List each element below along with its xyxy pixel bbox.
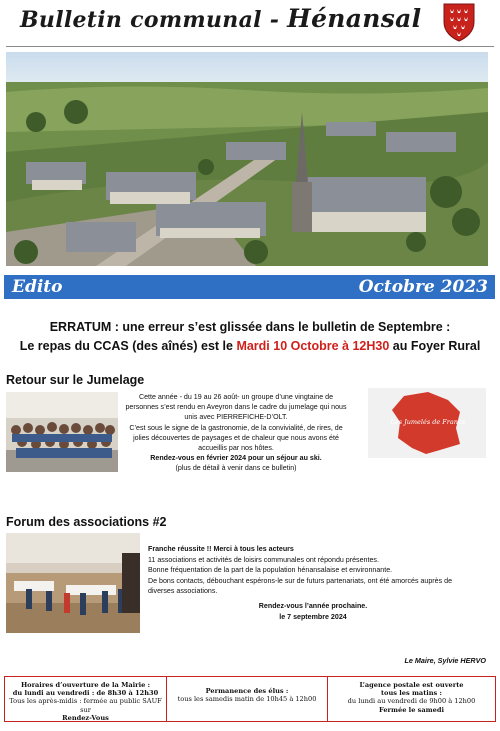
jumelage-p1: Cette année - du 19 au 26 août- un groupe d’une vingtaine de personnes s’est rendu en Aveyron dans le cadre du jumelage qui nous unis avec PIERREFICHE-D’OLT. (125, 393, 347, 422)
mairie-hours-box (4, 676, 167, 722)
jumelage-p4: (plus de détail à venir dans ce bulletin) (175, 464, 297, 473)
erratum-date-highlight: Mardi 10 Octobre à 12H30 (236, 339, 390, 353)
mairie-hours-title: Horaires d’ouverture de la Mairie : (20, 681, 151, 689)
elus-permanence-box (166, 676, 328, 722)
jumelage-france-map-logo (368, 388, 486, 458)
forum-p6: le 7 septembre 2024 (279, 612, 347, 621)
agence-postale-line1: tous les matins : (381, 689, 442, 698)
coat-of-arms-logo (442, 2, 476, 42)
erratum-line-2-start: Le repas du CCAS (des aînés) est le (19, 339, 237, 353)
forum-p4: De bons contacts, débouchant espérons-le sur de futurs partenariats, ont été amorcés auprès de diverses associations. (148, 576, 453, 596)
title-prefix: Bulletin communal - (20, 7, 288, 33)
forum-heading: Forum des associations #2 (6, 515, 167, 529)
jumelage-heading: Retour sur le Jumelage (6, 373, 145, 387)
forum-text (148, 544, 478, 622)
erratum-line-1: ERRATUM : une erreur s’est glissée dans le bulletin de Septembre : (49, 320, 451, 334)
forum-p1: Franche réussite !! Merci à tous les acteurs (148, 545, 294, 553)
mairie-hours-line3: Rendez-Vous (62, 713, 109, 722)
bulletin-title (20, 4, 421, 33)
agence-postale-box (327, 676, 496, 722)
agence-postale-title: L’agence postale est ouverte (359, 681, 464, 689)
edito-label: Edito (12, 277, 63, 297)
forum-p5: Rendez-vous l’année prochaine. (258, 601, 368, 610)
aerial-village-photo (6, 52, 488, 266)
erratum-line-2 (0, 339, 500, 353)
map-label: Les Jumelés de France (390, 418, 466, 426)
erratum-line-2-end: au Foyer Rural (389, 339, 481, 353)
elus-permanence-title: Permanence des élus : (205, 687, 289, 695)
title-town: Hénansal (287, 4, 422, 33)
elus-permanence-line1: tous les samedis matin de 10h45 à 12h00 (177, 695, 317, 704)
edito-date: Octobre 2023 (358, 277, 488, 297)
agence-postale-line3: Fermée le samedi (379, 705, 444, 714)
mairie-hours-line1: du lundi au vendredi : de 8h30 à 12h30 (12, 689, 159, 698)
jumelage-group-photo (6, 392, 118, 472)
jumelage-p2: C’est sous le signe de la gastronomie, de la convivialité, de rires, de jolies découvertes de paysages et de chaleur que nous avons été accueillis par nos hôtes. (129, 423, 343, 453)
forum-sign (148, 601, 478, 622)
header-rule (6, 46, 494, 47)
forum-hall-photo (6, 533, 140, 633)
jumelage-text (125, 392, 347, 474)
jumelage-p3: Rendez-vous en février 2024 pour un séjour au ski. (150, 454, 322, 463)
forum-p2: 11 associations et activités de loisirs communales ont répondu présentes. (148, 555, 379, 564)
agence-postale-line2: du lundi au vendredi de 9h00 à 12h00 (347, 697, 476, 706)
mairie-hours-line2: Tous les après-midis : fermée au public SAUF sur (9, 697, 162, 714)
mayor-signature: Le Maire, Sylvie HERVO (404, 656, 486, 665)
forum-p3: Bonne fréquentation de la part de la population hénansalaise et environnante. (148, 566, 393, 575)
